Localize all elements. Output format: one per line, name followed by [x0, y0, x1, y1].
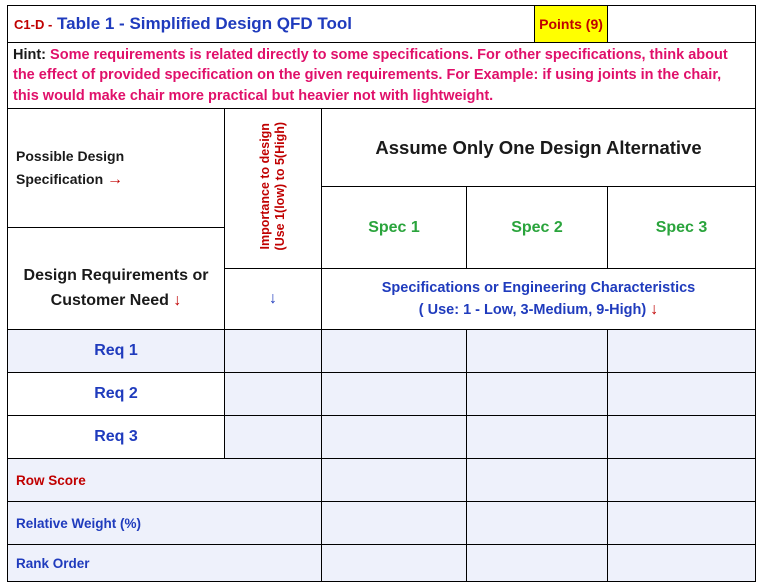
rank-order-spec-1-input[interactable]	[322, 545, 467, 582]
relative-weight-spec-2-input[interactable]	[467, 502, 608, 545]
row-score-label: Row Score	[8, 459, 322, 502]
req-2-spec-2-input[interactable]	[467, 373, 608, 416]
row-score-spec-3-input[interactable]	[608, 459, 756, 502]
page-title: Table 1 - Simplified Design QFD Tool	[57, 14, 353, 33]
rank-order-spec-2-input[interactable]	[467, 545, 608, 582]
row-score-spec-1-input[interactable]	[322, 459, 467, 502]
importance-header	[258, 122, 288, 250]
eng-chars-cell	[322, 269, 756, 330]
req-3-label: Req 3	[8, 416, 225, 459]
spec-3-header: Spec 3	[608, 187, 756, 269]
possible-spec-line2: Specification	[16, 171, 104, 187]
req-3-spec-3-input[interactable]	[608, 416, 756, 459]
possible-spec-cell	[8, 109, 225, 228]
eng-down-arrow-icon: ↓	[650, 301, 659, 318]
importance-line2: (Use 1(low) to 5(High)	[273, 121, 287, 251]
req-1-label: Req 1	[8, 330, 225, 373]
section-prefix: C1-D -	[14, 17, 53, 32]
req-2-spec-3-input[interactable]	[608, 373, 756, 416]
req-3-importance-input[interactable]	[225, 416, 322, 459]
req-3-spec-1-input[interactable]	[322, 416, 467, 459]
eng-chars-line1: Specifications or Engineering Characteristics	[381, 280, 696, 296]
possible-spec-line1: Possible Design	[16, 148, 125, 164]
row-score-spec-2-input[interactable]	[467, 459, 608, 502]
requirements-label-line1: Design Requirements or	[23, 266, 209, 284]
req-1-spec-1-input[interactable]	[322, 330, 467, 373]
spec-2-header: Spec 2	[467, 187, 608, 269]
req-2-importance-input[interactable]	[225, 373, 322, 416]
alternative-header: Assume Only One Design Alternative	[322, 109, 756, 187]
requirements-label-line2: Customer Need	[50, 291, 169, 309]
importance-down-arrow-icon: ↓	[225, 269, 322, 330]
relative-weight-spec-1-input[interactable]	[322, 502, 467, 545]
eng-chars-line2: ( Use: 1 - Low, 3-Medium, 9-High)	[418, 302, 647, 318]
points-badge: Points (9)	[535, 6, 608, 43]
hint-label: Hint:	[13, 46, 47, 63]
req-1-spec-3-input[interactable]	[608, 330, 756, 373]
req-2-spec-1-input[interactable]	[322, 373, 467, 416]
importance-line1: Importance to design	[258, 122, 272, 250]
hint-cell	[8, 43, 756, 109]
spec-1-header: Spec 1	[322, 187, 467, 269]
requirements-label-cell	[8, 228, 225, 330]
req-1-importance-input[interactable]	[225, 330, 322, 373]
title-cell	[8, 6, 535, 43]
right-arrow-icon: →	[107, 171, 124, 188]
req-3-spec-2-input[interactable]	[467, 416, 608, 459]
req-2-label: Req 2	[8, 373, 225, 416]
rank-order-label: Rank Order	[8, 545, 322, 582]
rank-order-spec-3-input[interactable]	[608, 545, 756, 582]
relative-weight-spec-3-input[interactable]	[608, 502, 756, 545]
importance-header-cell	[225, 109, 322, 269]
down-arrow-icon: ↓	[173, 291, 182, 309]
relative-weight-label: Relative Weight (%)	[8, 502, 322, 545]
hint-text: Some requirements is related directly to some specifications. For other specifications, think about the effect of provided specification on the given requirements. For Example: if using joints in the chair, this would make chair more practical but heavier not with lightweight.	[13, 46, 728, 104]
qfd-table	[7, 5, 756, 582]
points-entry-cell[interactable]	[608, 6, 756, 43]
req-1-spec-2-input[interactable]	[467, 330, 608, 373]
